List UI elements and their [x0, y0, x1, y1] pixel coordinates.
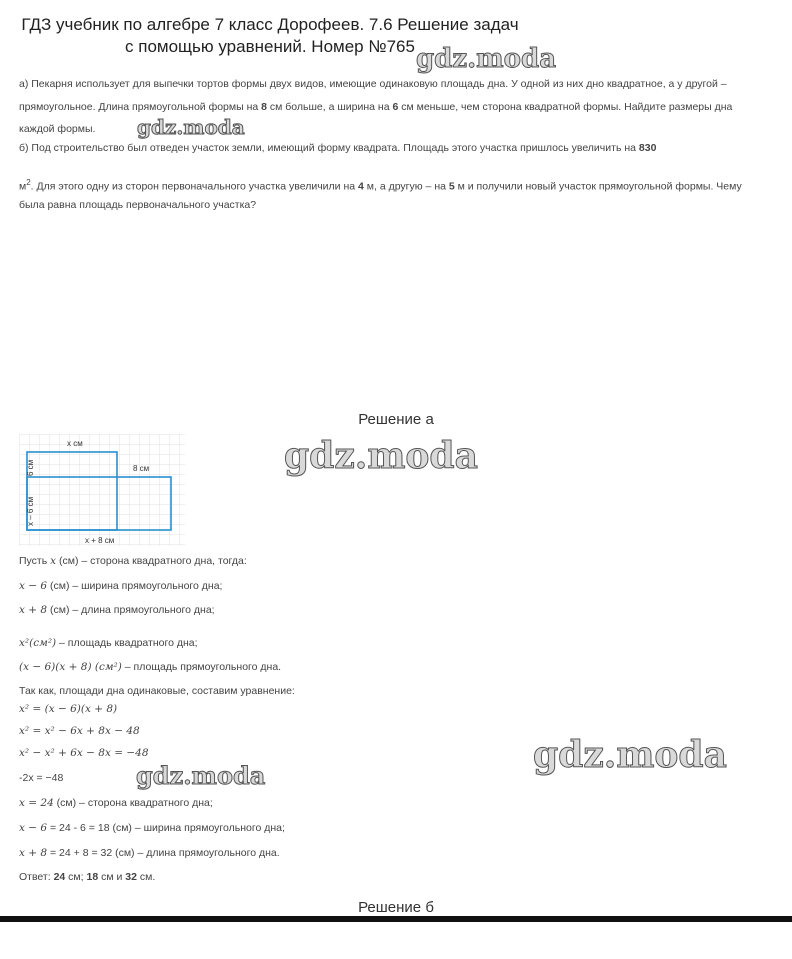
equation: x² = x² − 6x + 8x − 48: [19, 725, 140, 737]
task-b-line1: б) Под строительство был отведен участок земли, имеющий форму квадрата. Площадь этого участка пришлось увеличить на 830: [19, 142, 657, 154]
task-a-line1: а) Пекарня использует для выпечки тортов формы двух видов, имеющие одинаковую площадь дна. У одной из них дно квадратное, а у другой –: [19, 78, 727, 90]
solution-line: x + 8 (см) – длина прямоугольного дна;: [19, 604, 215, 616]
label-right: 8 см: [133, 464, 150, 473]
watermark-logo: gdz.moda: [136, 761, 266, 790]
page-title-line2: с помощью уравнений. Номер №765: [125, 37, 415, 56]
solution-line: Пусть x (см) – сторона квадратного дна, тогда:: [19, 555, 247, 567]
page-title-line1: ГДЗ учебник по алгебре 7 класс Дорофеев. 7.6 Решение задач: [21, 15, 519, 34]
solution-line: (x − 6)(x + 8) (см²) – площадь прямоугольного дна.: [19, 661, 282, 673]
watermark-logo: gdz.moda: [137, 115, 245, 139]
solution-a-heading: Решение а: [358, 411, 434, 428]
label-top: х см: [67, 439, 83, 448]
solution-b-heading: Решение б: [358, 899, 434, 916]
equation: x² = (x − 6)(x + 8): [19, 703, 118, 715]
equation: x² − x² + 6x − 8x = −48: [19, 747, 149, 759]
label-left-bottom: х – 6 см: [26, 496, 35, 526]
watermark-logo: gdz.moda: [416, 44, 557, 74]
task-a-line3: каждой формы.: [19, 123, 96, 135]
equation: -2x = −48: [19, 772, 64, 784]
solution-line: x − 6 (см) – ширина прямоугольного дна;: [19, 580, 223, 592]
task-b-line3: была равна площадь первоначального участка?: [19, 199, 257, 211]
task-b-line2: $м^2$. Для этого одну из сторон первоначального участка увеличили на 4 м, а другую – на 5 м и получили новый участок прямоугольной формы. Чему: [19, 178, 742, 193]
solution-line: x = 24 (см) – сторона квадратного дна;: [19, 797, 213, 809]
solution-line: x − 6 = 24 - 6 = 18 (см) – ширина прямоугольного дна;: [19, 822, 285, 834]
bottom-divider: [0, 916, 792, 922]
answer-line: Ответ: 24 см; 18 см и 32 см.: [19, 871, 156, 883]
task-a-line2: прямоугольное. Длина прямоугольной формы на 8 см больше, а ширина на 6 см меньше, чем сторона квадратной формы. Найдите размеры дна: [19, 101, 733, 113]
watermark-logo: gdz.moda: [284, 435, 478, 477]
watermark-logo: gdz.moda: [533, 734, 727, 776]
solution-line: Так как, площади дна одинаковые, составим уравнение:: [19, 685, 295, 697]
label-bottom: х + 8 см: [85, 536, 115, 545]
label-left-top: 6 см: [26, 459, 35, 476]
squares-diagram: [19, 434, 185, 546]
solution-line: x + 8 = 24 + 8 = 32 (см) – длина прямоугольного дна.: [19, 847, 280, 859]
solution-line: x²(см²) – площадь квадратного дна;: [19, 637, 198, 649]
